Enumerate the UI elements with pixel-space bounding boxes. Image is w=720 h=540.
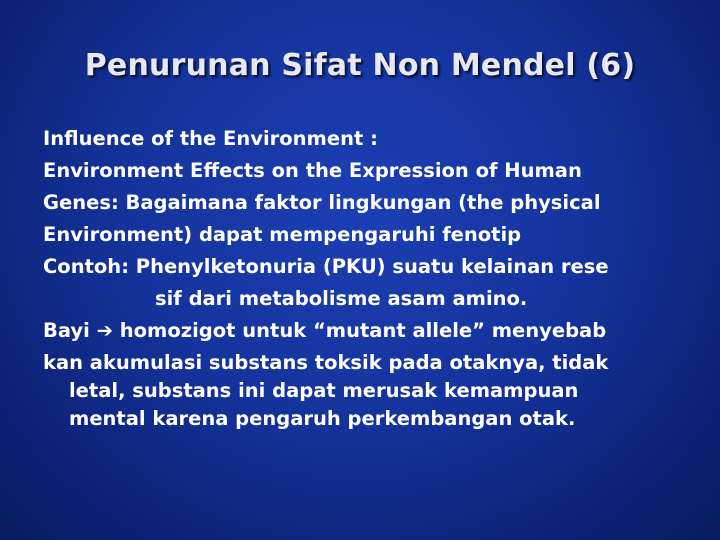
- body-line-9: letal, substans ini dapat merusak kemampuan: [69, 379, 579, 402]
- body-line-7-end: homozigot untuk “mutant allele” menyebab: [112, 319, 607, 342]
- right-arrow-icon: ➔: [96, 319, 113, 342]
- slide-title: Penurunan Sifat Non Mendel (6): [84, 48, 636, 83]
- body-line-6: sif dari metabolisme asam amino.: [155, 287, 528, 310]
- body-line-8: kan akumulasi substans toksik pada otaknya, tidak: [43, 351, 609, 374]
- body-line-1: Influence of the Environment :: [43, 127, 378, 150]
- body-line-3: Genes: Bagaimana faktor lingkungan (the physical: [43, 191, 601, 214]
- slide-body: [43, 123, 703, 431]
- body-line-10: mental karena pengaruh perkembangan otak.: [69, 407, 576, 430]
- body-line-2: Environment Effects on the Expression of Human: [43, 159, 582, 182]
- body-line-5: Contoh: Phenylketonuria (PKU) suatu kelainan rese: [43, 255, 609, 278]
- body-line-7-start: Bayi: [43, 319, 97, 342]
- body-line-4: Environment) dapat mempengaruhi fenotip: [43, 223, 522, 246]
- body-line-7: [43, 315, 703, 347]
